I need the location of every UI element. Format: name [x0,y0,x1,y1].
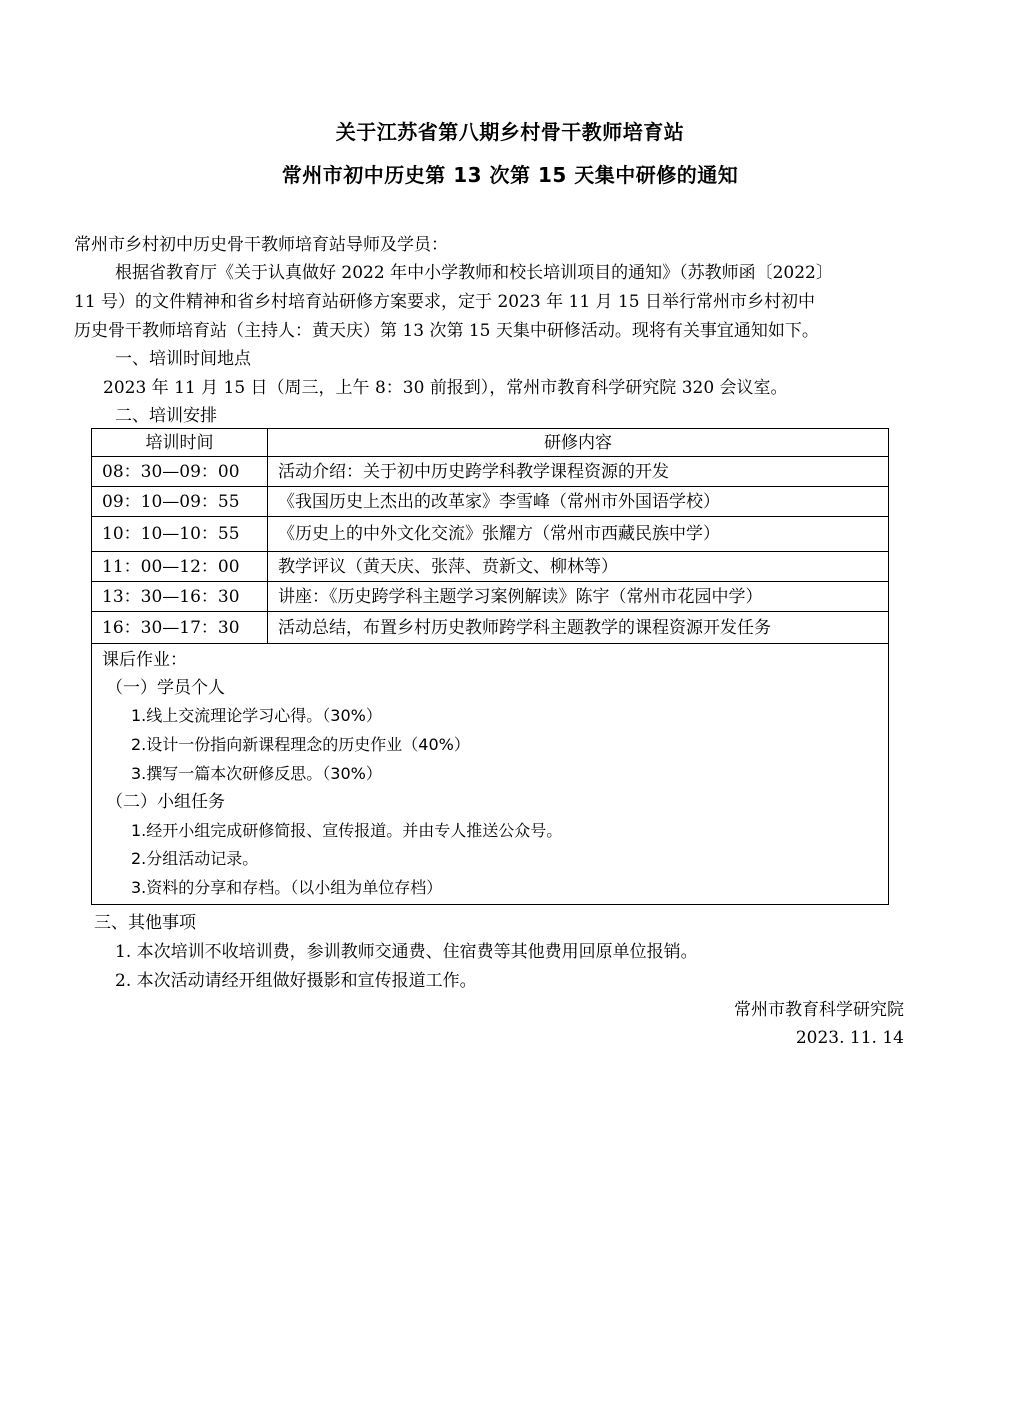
table-row [92,457,889,487]
table-row [92,517,889,552]
schedule-table [91,428,889,905]
group-item: 3.资料的分享和存档。（以小组为单位存档） [131,878,443,897]
body-line-1: 根据省教育厅《关于认真做好 2022 年中小学教师和校长培训项目的通知》（苏教师函〔2022〕 [115,263,833,283]
individual-heading: （一）学员个人 [106,678,225,698]
table-row [92,487,889,517]
row-content: 讲座：《历史跨学科主题学习案例解读》陈宇（常州市花园中学） [268,582,889,612]
row-time: 11：00—12：00 [92,552,268,582]
table-header-row [92,429,889,457]
signature-org: 常州市教育科学研究院 [734,1000,904,1020]
row-time: 10：10—10：55 [92,517,268,552]
row-content: 活动总结，布置乡村历史教师跨学科主题教学的课程资源开发任务 [268,612,889,644]
row-content: 教学评议（黄天庆、张萍、贲新文、柳林等） [268,552,889,582]
row-time: 16：30—17：30 [92,612,268,644]
header-content: 研修内容 [268,429,889,457]
individual-item: 2.设计一份指向新课程理念的历史作业（40%） [131,735,470,754]
row-time: 13：30—16：30 [92,582,268,612]
section3-item: 1. 本次培训不收培训费，参训教师交通费、住宿费等其他费用回原单位报销。 [115,942,698,962]
body-line-3: 历史骨干教师培育站（主持人：黄天庆）第 13 次第 15 天集中研修活动。现将有关事宜通知如下。 [74,321,819,341]
salutation: 常州市乡村初中历史骨干教师培育站导师及学员： [74,235,448,255]
row-time: 09：10—09：55 [92,487,268,517]
group-heading: （二）小组任务 [106,792,225,812]
section1-heading: 一、培训时间地点 [115,349,251,369]
row-content: 《我国历史上杰出的改革家》李雪峰（常州市外国语学校） [268,487,889,517]
individual-item: 3.撰写一篇本次研修反思。（30%） [131,764,382,783]
row-time: 08：30—09：00 [92,457,268,487]
header-time: 培训时间 [92,429,268,457]
homework-row [92,644,889,905]
group-item: 2.分组活动记录。 [131,849,259,868]
homework-title: 课后作业： [102,650,187,670]
signature-date: 2023. 11. 14 [795,1028,904,1048]
table-row [92,582,889,612]
section1-text: 2023 年 11 月 15 日（周三，上午 8：30 前报到），常州市教育科学研究院 320 会议室。 [103,378,788,398]
row-content: 《历史上的中外文化交流》张耀方（常州市西藏民族中学） [268,517,889,552]
title-line-2: 常州市初中历史第 13 次第 15 天集中研修的通知 [281,163,739,187]
table-row [92,552,889,582]
table-row [92,612,889,644]
section2-heading: 二、培训安排 [115,406,217,426]
homework-cell [92,644,889,905]
row-content: 活动介绍：关于初中历史跨学科教学课程资源的开发 [268,457,889,487]
section3-item: 2. 本次活动请经开组做好摄影和宣传报道工作。 [115,971,477,991]
section3-heading: 三、其他事项 [94,913,196,933]
individual-item: 1.线上交流理论学习心得。（30%） [131,706,382,725]
group-item: 1.经开小组完成研修简报、宣传报道。并由专人推送公众号。 [131,821,563,840]
body-line-2: 11 号）的文件精神和省乡村培育站研修方案要求，定于 2023 年 11 月 15 日举行常州市乡村初中 [74,292,815,312]
title-line-1: 关于江苏省第八期乡村骨干教师培育站 [335,120,685,144]
